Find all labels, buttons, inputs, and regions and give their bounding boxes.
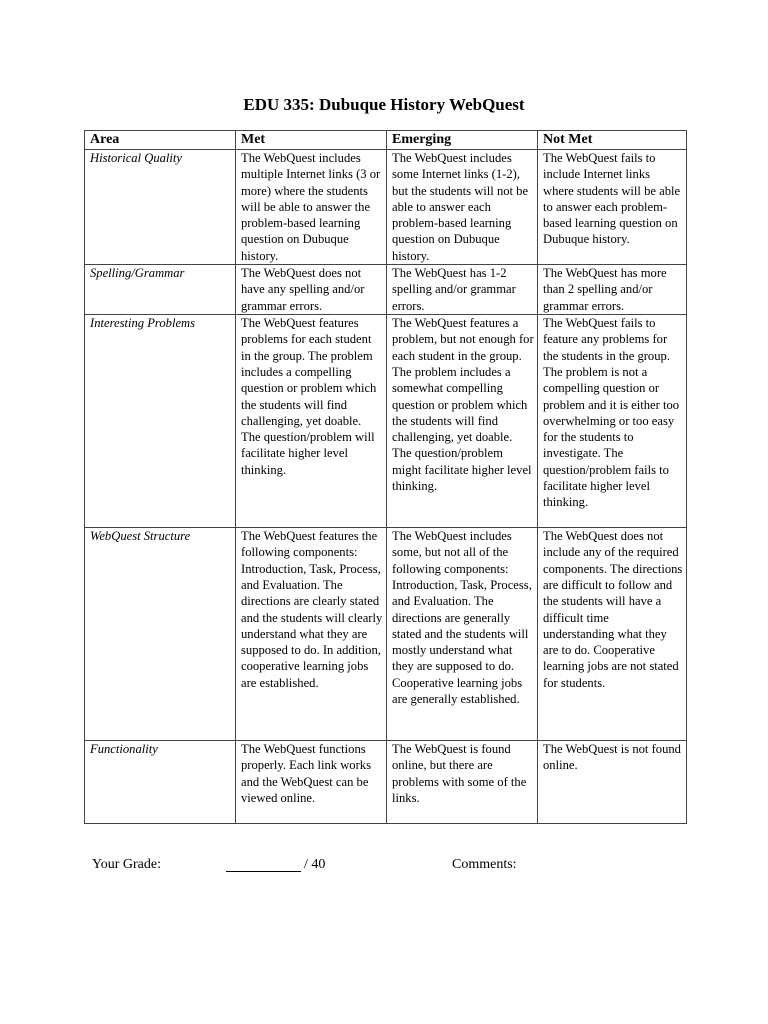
table-row — [85, 528, 687, 741]
emerging-cell: The WebQuest includes some Internet links (1-2), but the students will not be able to answer each problem-based learning question on Dubuque history. — [387, 150, 538, 265]
table-row — [85, 741, 687, 824]
header-area: Area — [85, 131, 236, 150]
met-cell: The WebQuest features the following components: Introduction, Task, Process, and Evaluation. The directions are clearly stated and the students will clearly understand what they are supposed to do. In addition, cooperative learning jobs are established. — [236, 528, 387, 741]
header-row — [85, 131, 687, 150]
not-met-cell: The WebQuest has more than 2 spelling and/or grammar errors. — [538, 265, 687, 315]
grade-footer — [92, 856, 692, 874]
table-row — [85, 150, 687, 265]
emerging-cell: The WebQuest includes some, but not all of the following components: Introduction, Task, Process, and Evaluation. The directions are generally stated and the students will mostly understand what they are supposed to do. Cooperative learning jobs are generally established. — [387, 528, 538, 741]
table-row — [85, 265, 687, 315]
met-cell: The WebQuest does not have any spelling and/or grammar errors. — [236, 265, 387, 315]
met-cell: The WebQuest functions properly. Each link works and the WebQuest can be viewed online. — [236, 741, 387, 824]
not-met-cell: The WebQuest is not found online. — [538, 741, 687, 824]
header-emerging: Emerging — [387, 131, 538, 150]
emerging-cell: The WebQuest has 1-2 spelling and/or grammar errors. — [387, 265, 538, 315]
emerging-cell: The WebQuest features a problem, but not enough for each student in the group. The problem includes a somewhat compelling question or problem which the students will find challenging, yet doable. The question/problem might facilitate higher level thinking. — [387, 315, 538, 528]
area-cell: Interesting Problems — [85, 315, 236, 528]
area-cell: WebQuest Structure — [85, 528, 236, 741]
emerging-cell: The WebQuest is found online, but there are problems with some of the links. — [387, 741, 538, 824]
not-met-cell: The WebQuest does not include any of the required components. The directions are difficult to follow and the students will have a difficult time understanding what they are to do. Cooperative learning jobs are not stated for students. — [538, 528, 687, 741]
grade-blank-line — [226, 871, 301, 872]
area-cell: Historical Quality — [85, 150, 236, 265]
area-cell: Functionality — [85, 741, 236, 824]
met-cell: The WebQuest includes multiple Internet links (3 or more) where the students will be able to answer the problem-based learning question on Dubuque history. — [236, 150, 387, 265]
grade-total: / 40 — [304, 857, 326, 872]
header-not-met: Not Met — [538, 131, 687, 150]
area-cell: Spelling/Grammar — [85, 265, 236, 315]
table-row — [85, 315, 687, 528]
grade-label: Your Grade: — [92, 857, 161, 872]
not-met-cell: The WebQuest fails to include Internet links where students will be able to answer each problem-based learning question on Dubuque history. — [538, 150, 687, 265]
rubric-table — [84, 130, 687, 824]
comments-label: Comments: — [452, 857, 517, 872]
header-met: Met — [236, 131, 387, 150]
page-title: EDU 335: Dubuque History WebQuest — [243, 95, 525, 114]
not-met-cell: The WebQuest fails to feature any problems for the students in the group. The problem is not a compelling question or problem and it is either too overwhelming or too easy for the students to investigate. The question/problem fails to facilitate higher level thinking. — [538, 315, 687, 528]
met-cell: The WebQuest features problems for each student in the group. The problem includes a compelling question or problem which the students will find challenging, yet doable. The question/problem will facilitate higher level thinking. — [236, 315, 387, 528]
